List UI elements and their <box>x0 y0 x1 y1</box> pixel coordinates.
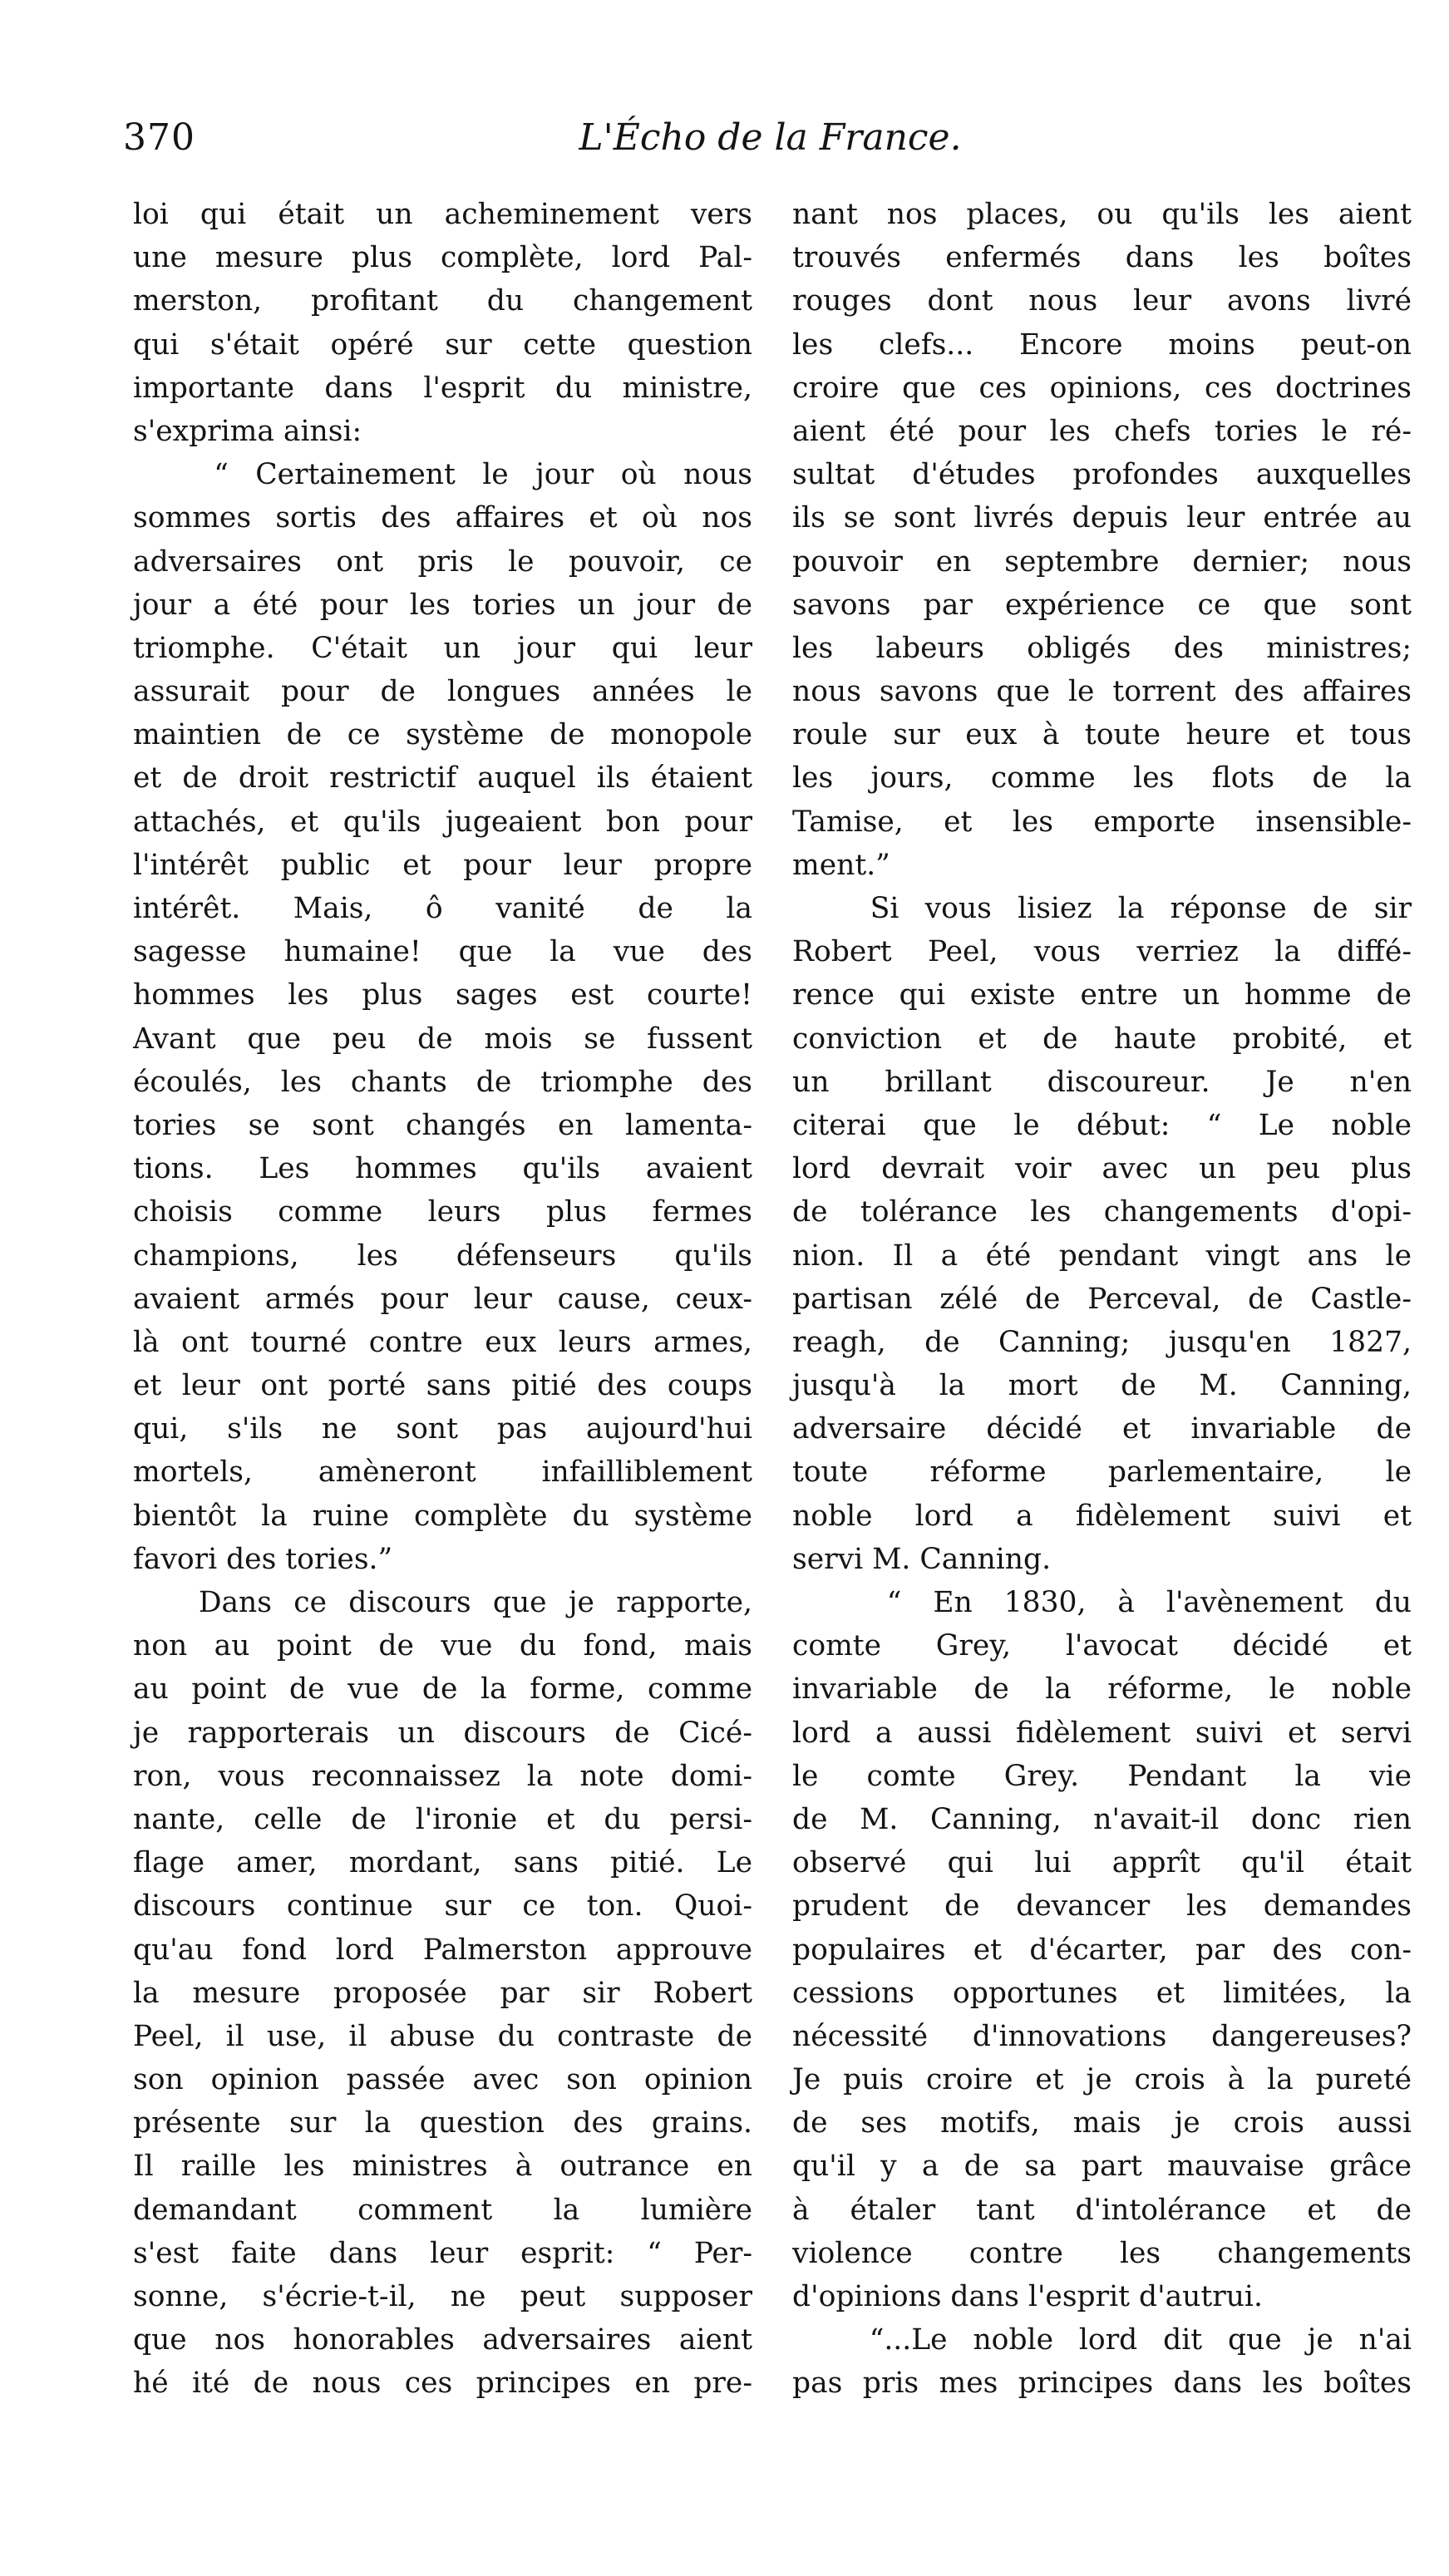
text-line: adversaires ont pris le pouvoir, ce <box>133 544 752 579</box>
text-line: noble lord a fidèlement suivi et <box>792 1499 1412 1533</box>
text-line: son opinion passée avec son opinion <box>133 2063 752 2097</box>
text-line: flage amer, mordant, sans pitié. Le <box>133 1846 752 1880</box>
text-line: cessions opportunes et limitées, la <box>792 1976 1412 2010</box>
text-line: au point de vue de la forme, comme <box>133 1672 752 1707</box>
text-line: loi qui était un acheminement vers <box>133 198 752 231</box>
text-line: les labeurs obligés des ministres; <box>792 631 1412 665</box>
text-line: demandant comment la lumière <box>133 2193 752 2227</box>
text-line: roule sur eux à toute heure et tous <box>792 718 1412 752</box>
text-line: Peel, il use, il abuse du contraste de <box>133 2019 752 2053</box>
text-line: Je puis croire et je crois à la pureté <box>792 2063 1412 2097</box>
text-line: s'est faite dans leur esprit: “ Per- <box>133 2236 752 2270</box>
text-line: pouvoir en septembre dernier; nous <box>792 544 1412 579</box>
text-line: attachés, et qu'ils jugeaient bon pour <box>133 805 752 839</box>
text-line: sonne, s'écrie-t-il, ne peut supposer <box>133 2280 752 2313</box>
text-line: “...Le noble lord dit que je n'ai <box>792 2323 1412 2357</box>
text-line: un brillant discoureur. Je n'en <box>792 1065 1412 1099</box>
text-line: d'opinions dans l'esprit d'autrui. <box>792 2280 1263 2313</box>
text-line: toute réforme parlementaire, le <box>792 1455 1412 1490</box>
text-line: bientôt la ruine complète du système <box>133 1499 752 1533</box>
text-line: ils se sont livrés depuis leur entrée au <box>792 501 1412 535</box>
text-line: sultat d'études profondes auxquelles <box>792 458 1412 492</box>
text-line: lord a aussi fidèlement suivi et servi <box>792 1716 1412 1750</box>
text-line: savons par expérience ce que sont <box>792 588 1412 622</box>
text-line: triomphe. C'était un jour qui leur <box>133 631 752 665</box>
text-line: “ En 1830, à l'avènement du <box>792 1586 1412 1619</box>
text-line: les clefs... Encore moins peut-on <box>792 328 1412 362</box>
text-line: s'exprima ainsi: <box>133 414 362 448</box>
text-line: rence qui existe entre un homme de <box>792 978 1412 1012</box>
text-line: et leur ont porté sans pitié des coups <box>133 1369 752 1403</box>
page-number: 370 <box>123 116 195 159</box>
text-line: observé qui lui apprît qu'il était <box>792 1846 1412 1880</box>
text-line: comte Grey, l'avocat décidé et <box>792 1629 1412 1663</box>
text-line: pas pris mes principes dans les boîtes <box>792 2367 1412 2401</box>
text-line: ron, vous reconnaissez la note domi- <box>133 1759 752 1793</box>
right-column <box>792 193 1412 2406</box>
text-line: prudent de devancer les demandes <box>792 1889 1412 1923</box>
text-line: nion. Il a été pendant vingt ans le <box>792 1239 1412 1273</box>
text-line: la mesure proposée par sir Robert <box>133 1976 752 2010</box>
text-line: Robert Peel, vous verriez la diffé- <box>792 935 1412 969</box>
text-line: nous savons que le torrent des affaires <box>792 675 1412 709</box>
text-line: que nos honorables adversaires aient <box>133 2323 752 2357</box>
text-line: Dans ce discours que je rapporte, <box>133 1586 752 1619</box>
text-line: “ Certainement le jour où nous <box>133 458 752 492</box>
text-line: nante, celle de l'ironie et du persi- <box>133 1802 752 1836</box>
text-line: conviction et de haute probité, et <box>792 1022 1412 1056</box>
text-line: le comte Grey. Pendant la vie <box>792 1759 1412 1793</box>
text-line: aient été pour les chefs tories le ré- <box>792 414 1412 448</box>
text-line: qui s'était opéré sur cette question <box>133 328 752 362</box>
text-line: là ont tourné contre eux leurs armes, <box>133 1325 752 1359</box>
text-line: qu'au fond lord Palmerston approuve <box>133 1933 752 1967</box>
text-line: intérêt. Mais, ô vanité de la <box>133 892 752 925</box>
text-line: de M. Canning, n'avait-il donc rien <box>792 1802 1412 1836</box>
text-line: rouges dont nous leur avons livré <box>792 284 1412 318</box>
text-line: citerai que le début: “ Le noble <box>792 1108 1412 1142</box>
text-line: reagh, de Canning; jusqu'en 1827, <box>792 1325 1412 1359</box>
text-line: non au point de vue du fond, mais <box>133 1629 752 1663</box>
text-line: écoulés, les chants de triomphe des <box>133 1065 752 1099</box>
text-line: invariable de la réforme, le noble <box>792 1672 1412 1707</box>
text-line: avaient armés pour leur cause, ceux- <box>133 1282 752 1316</box>
text-line: Il raille les ministres à outrance en <box>133 2150 752 2184</box>
text-line: de tolérance les changements d'opi- <box>792 1195 1412 1229</box>
text-line: sagesse humaine! que la vue des <box>133 935 752 969</box>
text-line: Si vous lisiez la réponse de sir <box>792 892 1412 925</box>
running-title: L'Écho de la France. <box>579 116 962 159</box>
text-line: présente sur la question des grains. <box>133 2106 752 2140</box>
text-line: jour a été pour les tories un jour de <box>133 588 752 622</box>
text-line: croire que ces opinions, ces doctrines <box>792 371 1412 405</box>
text-line: maintien de ce système de monopole <box>133 718 752 752</box>
text-line: lord devrait voir avec un peu plus <box>792 1152 1412 1186</box>
text-line: trouvés enfermés dans les boîtes <box>792 241 1412 275</box>
text-line: partisan zélé de Perceval, de Castle- <box>792 1282 1412 1316</box>
text-line: discours continue sur ce ton. Quoi- <box>133 1889 752 1923</box>
text-line: populaires et d'écarter, par des con- <box>792 1933 1412 1967</box>
text-line: nécessité d'innovations dangereuses? <box>792 2019 1412 2053</box>
text-line: ment.” <box>792 848 890 882</box>
text-line: et de droit restrictif auquel ils étaient <box>133 761 752 795</box>
text-line: qui, s'ils ne sont pas aujourd'hui <box>133 1412 752 1446</box>
text-line: les jours, comme les flots de la <box>792 761 1412 795</box>
text-line: importante dans l'esprit du ministre, <box>133 371 752 405</box>
text-line: à étaler tant d'intolérance et de <box>792 2193 1412 2227</box>
text-line: Tamise, et les emporte insensible- <box>792 805 1412 839</box>
text-line: tions. Les hommes qu'ils avaient <box>133 1152 752 1186</box>
text-line: je rapporterais un discours de Cicé- <box>133 1716 752 1750</box>
text-line: favori des tories.” <box>133 1542 393 1576</box>
text-line: champions, les défenseurs qu'ils <box>133 1239 752 1273</box>
text-line: choisis comme leurs plus fermes <box>133 1195 752 1229</box>
text-line: l'intérêt public et pour leur propre <box>133 848 752 882</box>
text-line: tories se sont changés en lamenta- <box>133 1108 752 1142</box>
text-line: merston, profitant du changement <box>133 284 752 318</box>
text-line: mortels, amèneront infailliblement <box>133 1455 752 1490</box>
text-line: qu'il y a de sa part mauvaise grâce <box>792 2150 1412 2184</box>
text-line: assurait pour de longues années le <box>133 675 752 709</box>
text-line: hé ité de nous ces principes en pre- <box>133 2367 752 2401</box>
text-line: violence contre les changements <box>792 2236 1412 2270</box>
text-line: de ses motifs, mais je crois aussi <box>792 2106 1412 2140</box>
text-line: Avant que peu de mois se fussent <box>133 1022 752 1056</box>
text-line: adversaire décidé et invariable de <box>792 1412 1412 1446</box>
text-line: sommes sortis des affaires et où nos <box>133 501 752 535</box>
text-line: hommes les plus sages est courte! <box>133 978 752 1012</box>
text-line: servi M. Canning. <box>792 1542 1052 1576</box>
text-line: une mesure plus complète, lord Pal- <box>133 241 752 275</box>
left-column <box>133 193 752 2406</box>
text-line: jusqu'à la mort de M. Canning, <box>792 1369 1412 1403</box>
text-line: nant nos places, ou qu'ils les aient <box>792 198 1412 231</box>
